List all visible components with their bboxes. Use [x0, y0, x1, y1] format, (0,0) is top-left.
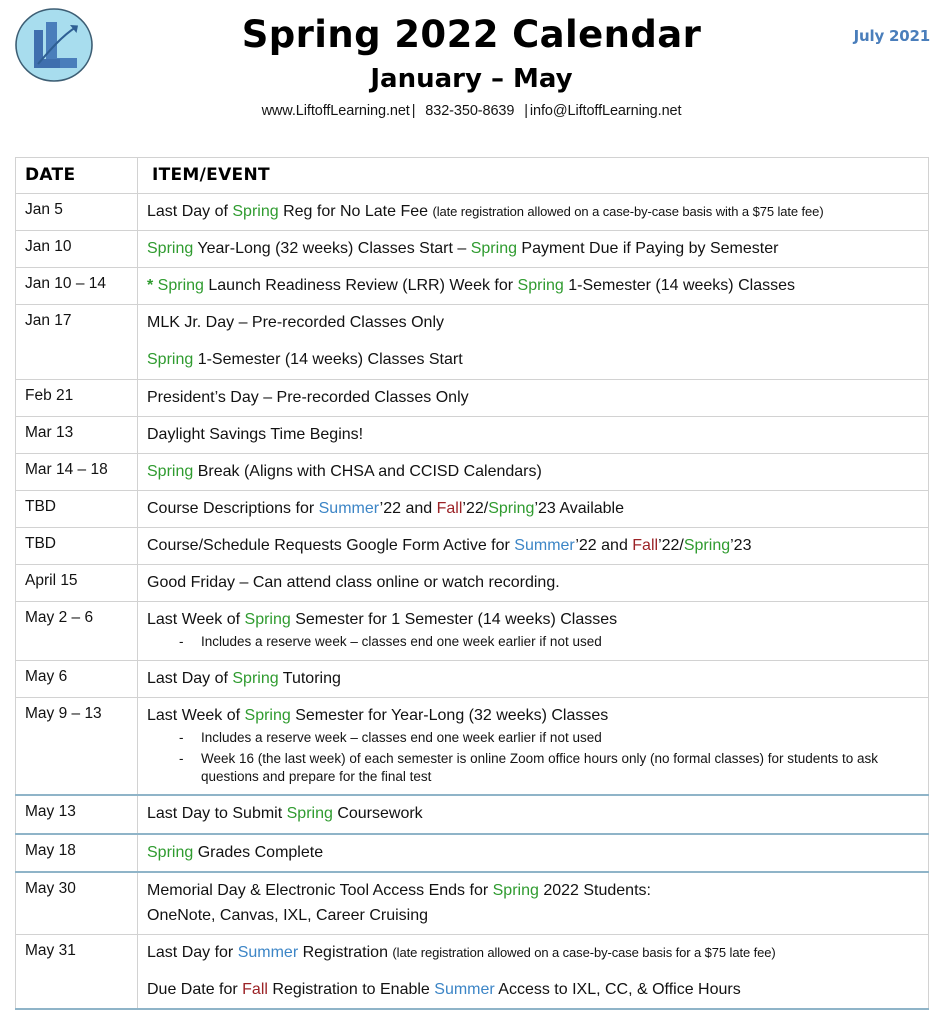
page-header	[0, 0, 943, 150]
text-plain: Last Week of	[147, 611, 245, 629]
event-line	[147, 424, 919, 445]
event-line	[147, 905, 919, 926]
text-plain: Grades Complete	[193, 843, 324, 861]
text-star: *	[147, 277, 158, 295]
event-sub-item	[147, 750, 919, 786]
text-plain: OneNote, Canvas, IXL, Career Cruising	[147, 906, 429, 924]
text-spring: Spring	[470, 240, 517, 258]
cell-item-event	[138, 834, 929, 872]
page-title: Spring 2022 Calendar	[241, 13, 702, 56]
text-summer: Summer	[237, 943, 299, 961]
text-fall: Fall	[436, 499, 463, 517]
event-sub-text: Includes a reserve week – classes end one week earlier if not used	[201, 729, 602, 745]
cell-date: May 31	[16, 934, 138, 1009]
text-plain: ’23 Available	[534, 499, 624, 517]
cell-date: Jan 10 – 14	[16, 268, 138, 305]
event-line	[147, 803, 919, 824]
event-line	[147, 535, 919, 556]
text-plain: Last Day to Submit	[147, 805, 287, 823]
event-line	[147, 572, 919, 593]
contact-line	[0, 103, 943, 119]
contact-separator-2: |	[524, 102, 528, 119]
table-row	[16, 268, 929, 305]
cell-item-event	[138, 453, 929, 490]
text-plain: Daylight Savings Time Begins!	[147, 425, 364, 443]
event-line	[147, 349, 919, 370]
event-sub-list	[147, 633, 919, 651]
text-plain: Last Day of	[147, 669, 233, 687]
text-spring: Spring	[286, 805, 333, 823]
phone-text: 832-350-8639	[425, 102, 515, 119]
cell-date: May 2 – 6	[16, 602, 138, 660]
event-line	[147, 387, 919, 408]
cell-item-event	[138, 697, 929, 795]
website-text: www.LiftoffLearning.net	[261, 102, 410, 119]
liftoff-learning-logo-icon	[12, 6, 96, 84]
cell-item-event	[138, 527, 929, 564]
event-line	[147, 238, 919, 259]
text-spring: Spring	[244, 611, 291, 629]
column-header-item-event: ITEM/EVENT	[138, 158, 929, 194]
cell-date: TBD	[16, 527, 138, 564]
event-line	[147, 201, 919, 222]
text-plain: Launch Readiness Review (LRR) Week for	[203, 277, 518, 295]
text-plain: Course/Schedule Requests Google Form Active for	[147, 536, 515, 554]
calendar-table-wrap	[15, 157, 928, 1010]
cell-date: TBD	[16, 490, 138, 527]
text-plain: 1-Semester (14 weeks) Classes	[563, 277, 795, 295]
cell-date: Jan 5	[16, 194, 138, 231]
text-spring: Spring	[147, 843, 194, 861]
bullet-dash-icon: -	[179, 750, 184, 766]
column-header-date: DATE	[16, 158, 138, 194]
table-row	[16, 490, 929, 527]
cell-item-event	[138, 268, 929, 305]
text-plain: MLK Jr. Day – Pre-recorded Classes Only	[147, 314, 444, 332]
text-plain: Registration	[298, 943, 393, 961]
text-fall: Fall	[242, 980, 268, 998]
text-plain: Semester for Year-Long (32 weeks) Classes	[290, 706, 609, 724]
event-sub-text: Includes a reserve week – classes end one week earlier if not used	[201, 634, 602, 650]
cell-date: May 9 – 13	[16, 697, 138, 795]
event-line	[147, 942, 919, 963]
table-row	[16, 527, 929, 564]
table-row	[16, 795, 929, 833]
text-spring: Spring	[147, 351, 194, 369]
email-text: info@LiftoffLearning.net	[529, 102, 682, 119]
cell-date: April 15	[16, 565, 138, 602]
event-line	[147, 842, 919, 863]
event-sub-text: Week 16 (the last week) of each semester is online Zoom office hours only (no formal classes) for students to ask questions and prepare for the final test	[201, 750, 879, 785]
text-plain: Break (Aligns with CHSA and CCISD Calendars)	[193, 462, 542, 480]
text-plain: Payment Due if Paying by Semester	[516, 240, 779, 258]
bullet-dash-icon: -	[179, 634, 184, 650]
event-line	[147, 979, 919, 1000]
cell-item-event	[138, 872, 929, 935]
cell-item-event	[138, 565, 929, 602]
cell-date: Jan 17	[16, 305, 138, 379]
text-plain: Course Descriptions for	[147, 499, 319, 517]
table-header-row	[16, 158, 929, 194]
cell-item-event	[138, 934, 929, 1009]
table-row	[16, 231, 929, 268]
event-sub-item	[147, 729, 919, 747]
cell-date: Mar 14 – 18	[16, 453, 138, 490]
event-line	[147, 880, 919, 901]
text-summer: Summer	[318, 499, 380, 517]
text-plain: Last Day of	[147, 203, 233, 220]
text-plain: ’22/	[658, 536, 684, 554]
table-row	[16, 305, 929, 379]
text-plain: ’22 and	[575, 536, 633, 554]
cell-date: Jan 10	[16, 231, 138, 268]
table-row	[16, 453, 929, 490]
text-plain: Semester for 1 Semester (14 weeks) Classes	[290, 611, 618, 629]
cell-date: May 18	[16, 834, 138, 872]
text-plain: Registration to Enable	[267, 980, 435, 998]
event-line	[147, 705, 919, 726]
bullet-dash-icon: -	[179, 729, 184, 745]
cell-item-event	[138, 194, 929, 231]
text-plain: Memorial Day & Electronic Tool Access Ends for	[147, 881, 493, 899]
text-plain: Good Friday – Can attend class online or watch recording.	[147, 574, 560, 592]
text-summer: Summer	[514, 536, 576, 554]
text-plain: Last Week of	[147, 706, 245, 724]
text-plain: Access to IXL, CC, & Office Hours	[494, 980, 741, 998]
text-plain: Reg for No Late Fee	[278, 203, 433, 220]
table-row	[16, 379, 929, 416]
calendar-table	[15, 157, 929, 1010]
table-row	[16, 416, 929, 453]
cell-item-event	[138, 305, 929, 379]
text-spring: Spring	[147, 240, 194, 258]
contact-separator-1: |	[411, 102, 416, 119]
table-row	[16, 660, 929, 697]
text-spring: Spring	[488, 499, 535, 517]
table-row	[16, 934, 929, 1009]
text-spring: Spring	[147, 462, 194, 480]
text-plain: ’22 and	[379, 499, 437, 517]
event-sub-item	[147, 633, 919, 651]
revision-date-stamp: July 2021	[853, 27, 930, 45]
table-row	[16, 565, 929, 602]
event-line	[147, 609, 919, 630]
cell-item-event	[138, 416, 929, 453]
text-spring: Spring	[232, 203, 279, 220]
text-small: (late registration allowed on a case-by-case basis for a $75 late fee)	[392, 944, 776, 960]
cell-date: Mar 13	[16, 416, 138, 453]
event-line	[147, 498, 919, 519]
table-row	[16, 602, 929, 660]
text-summer: Summer	[434, 980, 495, 998]
calendar-table-head	[16, 158, 929, 194]
text-plain: President’s Day – Pre-recorded Classes Only	[147, 388, 469, 406]
text-plain: ’23	[730, 536, 752, 554]
table-row	[16, 194, 929, 231]
table-row	[16, 872, 929, 935]
title-block	[0, 14, 943, 119]
event-sub-list	[147, 729, 919, 787]
text-fall: Fall	[632, 536, 659, 554]
text-spring: Spring	[517, 277, 564, 295]
text-plain: Coursework	[332, 805, 423, 823]
text-plain: Due Date for	[147, 980, 243, 998]
text-spring: Spring	[157, 277, 204, 295]
cell-date: May 30	[16, 872, 138, 935]
cell-date: Feb 21	[16, 379, 138, 416]
text-spring: Spring	[244, 706, 291, 724]
page-subtitle: January – May	[370, 63, 573, 94]
table-row	[16, 697, 929, 795]
text-plain: ’22/	[462, 499, 489, 517]
text-spring: Spring	[492, 881, 539, 899]
text-plain: Tutoring	[278, 669, 341, 687]
event-line	[147, 461, 919, 482]
cell-date: May 6	[16, 660, 138, 697]
cell-item-event	[138, 795, 929, 833]
cell-item-event	[138, 379, 929, 416]
event-line	[147, 275, 919, 296]
cell-date: May 13	[16, 795, 138, 833]
calendar-table-body	[16, 194, 929, 1010]
text-plain: 2022 Students:	[538, 881, 651, 899]
table-row	[16, 834, 929, 872]
cell-item-event	[138, 660, 929, 697]
event-line	[147, 668, 919, 689]
cell-item-event	[138, 490, 929, 527]
text-plain: Last Day for	[147, 943, 238, 961]
text-plain: 1-Semester (14 weeks) Classes Start	[193, 351, 463, 369]
cell-item-event	[138, 231, 929, 268]
text-spring: Spring	[683, 536, 731, 554]
text-small: (late registration allowed on a case-by-case basis with a $75 late fee)	[432, 204, 824, 219]
text-spring: Spring	[232, 669, 279, 687]
event-line	[147, 312, 919, 333]
text-plain: Year-Long (32 weeks) Classes Start –	[193, 240, 471, 258]
cell-item-event	[138, 602, 929, 660]
